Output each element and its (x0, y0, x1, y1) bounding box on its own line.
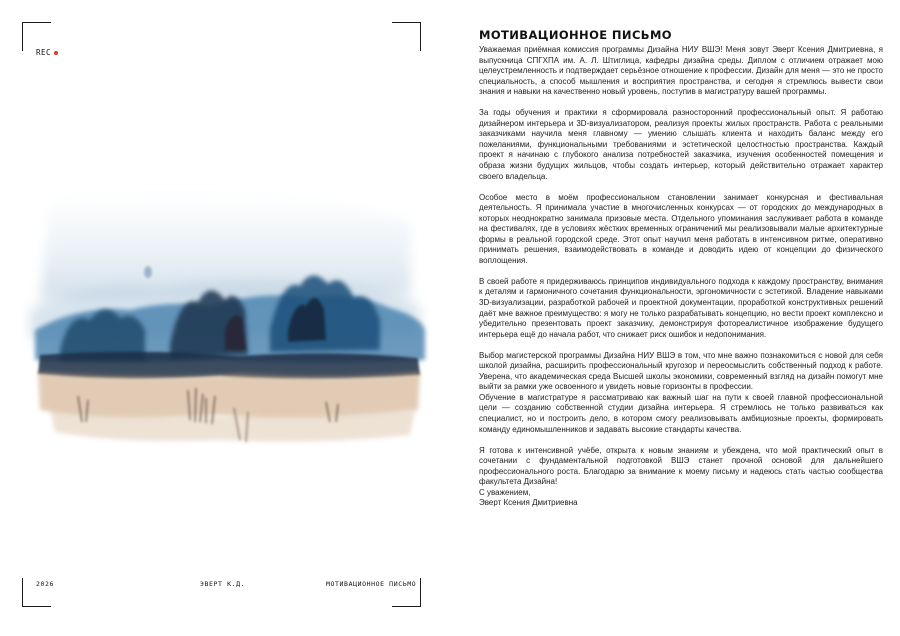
letter-signature: Эверт Ксения Дмитриевна (479, 498, 578, 508)
right-page (450, 0, 900, 636)
footer-year: 2026 (36, 580, 55, 588)
frame-corner-top-left (22, 22, 51, 51)
frame-corner-top-right (392, 22, 421, 51)
rec-label: REC (36, 48, 52, 57)
letter-paragraph: Обучение в магистратуре я рассматриваю как важный шаг на пути к своей главной профессиональной цели — созданию собственной студии дизайна интерьера. Я стремлюсь не только развиваться как специалист, но и построить дело, в котором смогу реализовывать амбициозные проекты, формировать команду единомышленников и задавать высокие стандарты качества. (479, 392, 883, 434)
letter-title: МОТИВАЦИОННОЕ ПИСЬМО (479, 28, 672, 42)
watercolor-landscape (20, 160, 430, 500)
rec-dot-icon (54, 51, 58, 55)
letter-paragraph: За годы обучения и практики я сформировала разносторонний профессиональный опыт. Я работаю дизайнером интерьера и 3D-визуализатором, реализуя проекты жилых пространств. Работа с реальными заказчиками научила меня главному — умению слышать клиента и находить баланс между его пожеланиями, функциональными требованиями и эстетической целостностью пространства. Каждый проект я начинаю с глубокого анализа потребностей заказчика, изучения особенностей помещения и образа жизни будущих жильцов, чтобы создать интерьер, который действительно отражает характер своего владельца. (479, 108, 883, 181)
footer-doc-title: МОТИВАЦИОННОЕ ПИСЬМО (326, 580, 417, 588)
footer-author: ЭВЕРТ К.Д. (200, 580, 246, 588)
letter-paragraph: В своей работе я придерживаюсь принципов индивидуального подхода к каждому пространству, внимания к деталям и гармоничного сочетания функциональности, эргономичности с эстетикой. Владение навыками 3D-визуализации, разработкой рабочей и проектной документации, проработкой конструктивных решений даёт мне важное преимущество: я могу не только разрабатывать концепцию, но вести проект комплексно и убедительно презентовать проект заказчику, демонстрируя фотореалистичное изображение будущего интерьера ещё до начала работ, что снижает риск ошибок и недопонимания. (479, 276, 883, 339)
letter-closing: С уважением, (479, 487, 531, 497)
rec-indicator (36, 48, 58, 57)
letter-paragraph: Особое место в моём профессиональном становлении занимает конкурсная и фестивальная деятельность. Я принимала участие в многочисленных конкурсах — от городских до международных в которых неоднократно занимала призовые места. Отдельного упоминания заслуживает работа в команде на фестивалях, где в условиях жёстких временных ограничений мы реализовывали малые архитектурные формы в реальной городской среде. Этот опыт научил меня работать в интенсивном ритме, оперативно принимать решения, взаимодействовать в команде и доводить идею от концепции до физического воплощения. (479, 192, 883, 265)
letter-paragraph: Я готова к интенсивной учёбе, открыта к новым знаниям и убеждена, что мой практический опыт в сочетании с фундаментальной подготовкой ВШЭ станет прочной основой для дальнейшего профессионального роста. Благодарю за внимание к моему письму и надеюсь стать частью сообщества факультета Дизайна! (479, 445, 883, 487)
letter-paragraph: Выбор магистерской программы Дизайна НИУ ВШЭ в том, что мне важно познакомиться с новой для себя школой дизайна, расширить профессиональный кругозор и переосмыслить собственный подход к работе. Уверена, что академическая среда Высшей школы экономики, современный взгляд на дизайн помогут мне выйти за рамки уже освоенного и увидеть новые горизонты в профессии. (479, 350, 883, 392)
letter-paragraph: Уважаемая приёмная комиссия программы Дизайна НИУ ВШЭ! Меня зовут Эверт Ксения Дмитриевна, я выпускница СПГХПА им. А. Л. Штиглица, кафедры дизайна среды. Диплом с отличием отражает мою целеустремленность и подтверждает серьёзное отношение к профессии. Дизайн для меня — это не просто специальность, а способ мышления и восприятия пространства, и сегодня я стремлюсь вывести свои знания и навыки на качественно новый уровень, поступив в магистратуру вашей программы. (479, 45, 883, 97)
letter-content (479, 28, 883, 509)
